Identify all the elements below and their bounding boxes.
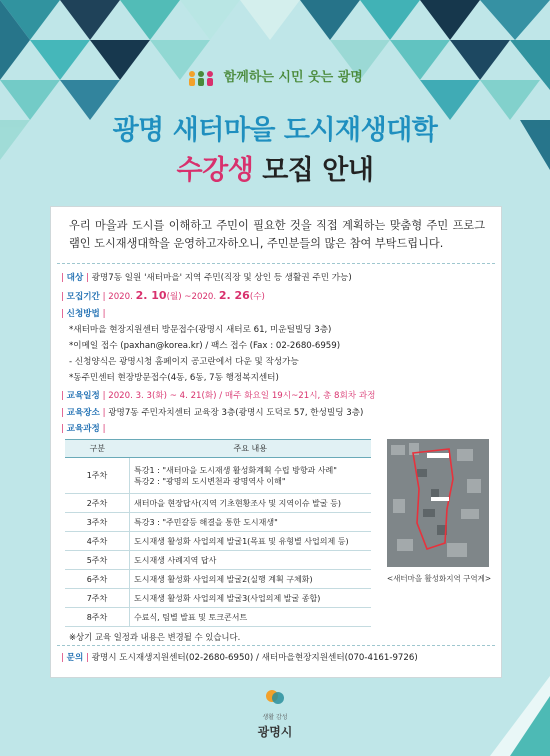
target-line: | 대상 | 광명7동 일원 '새터마을' 지역 주민(직장 및 상인 등 생활권 주민 가능) bbox=[61, 273, 352, 283]
method-item: - 신청양식은 광명시청 홈페이지 공고란에서 다운 및 작성가능 bbox=[69, 357, 299, 367]
schedule-text: 2020. 3. 3(화) ~ 4. 21(화) / 매주 화요일 19시~21시, 총 8회차 과정 bbox=[108, 391, 376, 401]
venue-label: 교육장소 bbox=[66, 408, 100, 418]
course-line: | 교육과정 | bbox=[61, 424, 106, 434]
title-line2 bbox=[0, 148, 550, 187]
schedule-label: 교육일정 bbox=[66, 391, 100, 401]
content-cell: 수료식, 팀별 발표 및 토크콘서트 bbox=[130, 608, 372, 627]
slogan-text: 함께하는 시민 웃는 광명 bbox=[223, 70, 363, 85]
content-line: 특강2 : "광명의 도시변천과 광명역사 이해" bbox=[134, 476, 286, 486]
method-item: *이메일 접수 (paxhan@korea.kr) / 팩스 접수 (Fax : 02-2680-6959) bbox=[69, 341, 341, 351]
city-emblem-icon bbox=[264, 688, 286, 708]
slogan-logo bbox=[0, 66, 550, 87]
intro-text: 우리 마을과 도시를 이해하고 주민이 필요한 것을 직접 계획하는 맞춤형 주민 프로그램인 도시재생대학을 운영하고자하오니, 주민분들의 많은 참여 부탁드립니다. bbox=[69, 219, 485, 250]
week-cell: 8주차 bbox=[65, 608, 130, 627]
method-line: | 신청방법 | bbox=[61, 309, 106, 319]
period-start-day: (월) bbox=[166, 292, 182, 302]
content-cell: 새터마을 현장답사(지역 기초현황조사 및 지역이슈 발굴 등) bbox=[130, 494, 372, 513]
title-rest: 모집 안내 bbox=[262, 155, 374, 186]
title-line1: 광명 새터마을 도시재생대학 bbox=[112, 115, 438, 146]
info-panel bbox=[50, 206, 502, 678]
divider bbox=[57, 645, 495, 646]
area-map-image bbox=[387, 439, 489, 567]
method-item: *새터마을 현장지원센터 방문접수(광명시 새터로 61, 미운털빌딩 3층) bbox=[69, 325, 332, 335]
content-cell: 도시재생 사례지역 답사 bbox=[130, 551, 372, 570]
header-week: 구분 bbox=[65, 440, 130, 458]
note-text: ※상기 교육 일정과 내용은 변경될 수 있습니다. bbox=[69, 632, 241, 642]
table-row bbox=[65, 532, 371, 551]
week-cell: 7주차 bbox=[65, 589, 130, 608]
table-row bbox=[65, 589, 371, 608]
contact-line: | 문의 | 광명시 도시재생지원센터(02-2680-6950) / 새터마을현장지원센터(070-4161-9726) bbox=[61, 653, 418, 663]
week-cell: 2주차 bbox=[65, 494, 130, 513]
map-caption: <새터마을 활성화지역 구역계> bbox=[386, 574, 492, 583]
period-prefix: 2020. bbox=[108, 292, 136, 302]
week-cell: 4주차 bbox=[65, 532, 130, 551]
table-row bbox=[65, 551, 371, 570]
title-highlight: 수강생 bbox=[176, 155, 254, 186]
table-row bbox=[65, 570, 371, 589]
content-cell: 도시재생 활성화 사업의제 발굴1(목표 및 유형별 사업의제 등) bbox=[130, 532, 372, 551]
header-content: 주요 내용 bbox=[130, 440, 372, 458]
target-label: 대상 bbox=[66, 273, 84, 283]
method-label: 신청방법 bbox=[66, 309, 100, 319]
corner-triangle bbox=[490, 676, 550, 756]
contact-label: 문의 bbox=[66, 653, 84, 663]
content-cell: 도시재생 활성화 사업의제 발굴2(실행 계획 구체화) bbox=[130, 570, 372, 589]
footer-city: 광명시 bbox=[257, 725, 293, 739]
contact-text: 광명시 도시재생지원센터(02-2680-6950) / 새터마을현장지원센터(070-4161-9726) bbox=[91, 653, 418, 663]
period-end: 2. 26 bbox=[218, 289, 250, 302]
period-label: 모집기간 bbox=[66, 292, 100, 302]
content-cell: 특강3 : "주민갈등 해결을 통한 도시재생" bbox=[130, 513, 372, 532]
table-row bbox=[65, 458, 371, 494]
people-icon bbox=[187, 69, 215, 87]
content-cell bbox=[130, 458, 372, 494]
period-line: | 모집기간 | 2020. 2. 10(월) ~2020. 2. 26(수) bbox=[61, 289, 265, 302]
course-table bbox=[65, 439, 371, 627]
week-cell: 1주차 bbox=[65, 458, 130, 494]
week-cell: 3주차 bbox=[65, 513, 130, 532]
divider bbox=[57, 263, 495, 264]
venue-text: 광명7동 주민자치센터 교육장 3층(광명시 도덕로 57, 한성빌딩 3층) bbox=[108, 408, 364, 418]
period-mid: ~2020. bbox=[181, 292, 219, 302]
schedule-line: | 교육일정 | 2020. 3. 3(화) ~ 4. 21(화) / 매주 화요일 19시~21시, 총 8회차 과정 bbox=[61, 391, 376, 401]
period-end-day: (수) bbox=[249, 292, 265, 302]
footer-tagline: 생활 감성 bbox=[262, 714, 288, 721]
venue-line: | 교육장소 | 광명7동 주민자치센터 교육장 3층(광명시 도덕로 57, 한성빌딩 3층) bbox=[61, 408, 364, 418]
table-header-row bbox=[65, 440, 371, 458]
table-row bbox=[65, 494, 371, 513]
week-cell: 5주차 bbox=[65, 551, 130, 570]
table-row bbox=[65, 608, 371, 627]
week-cell: 6주차 bbox=[65, 570, 130, 589]
method-item: *동주민센터 현장방문접수(4동, 6동, 7동 행정복지센터) bbox=[69, 373, 279, 383]
period-start: 2. 10 bbox=[135, 289, 167, 302]
table-row bbox=[65, 513, 371, 532]
content-line: 특강1 : "새터마을 도시재생 활성화계획 수립 방향과 사례" bbox=[134, 465, 337, 475]
content-cell: 도시재생 활성화 사업의제 발굴3(사업의제 발굴 종합) bbox=[130, 589, 372, 608]
course-label: 교육과정 bbox=[66, 424, 100, 434]
target-text: 광명7동 일원 '새터마을' 지역 주민(직장 및 상인 등 생활권 주민 가능) bbox=[91, 273, 352, 283]
city-logo bbox=[0, 688, 550, 740]
